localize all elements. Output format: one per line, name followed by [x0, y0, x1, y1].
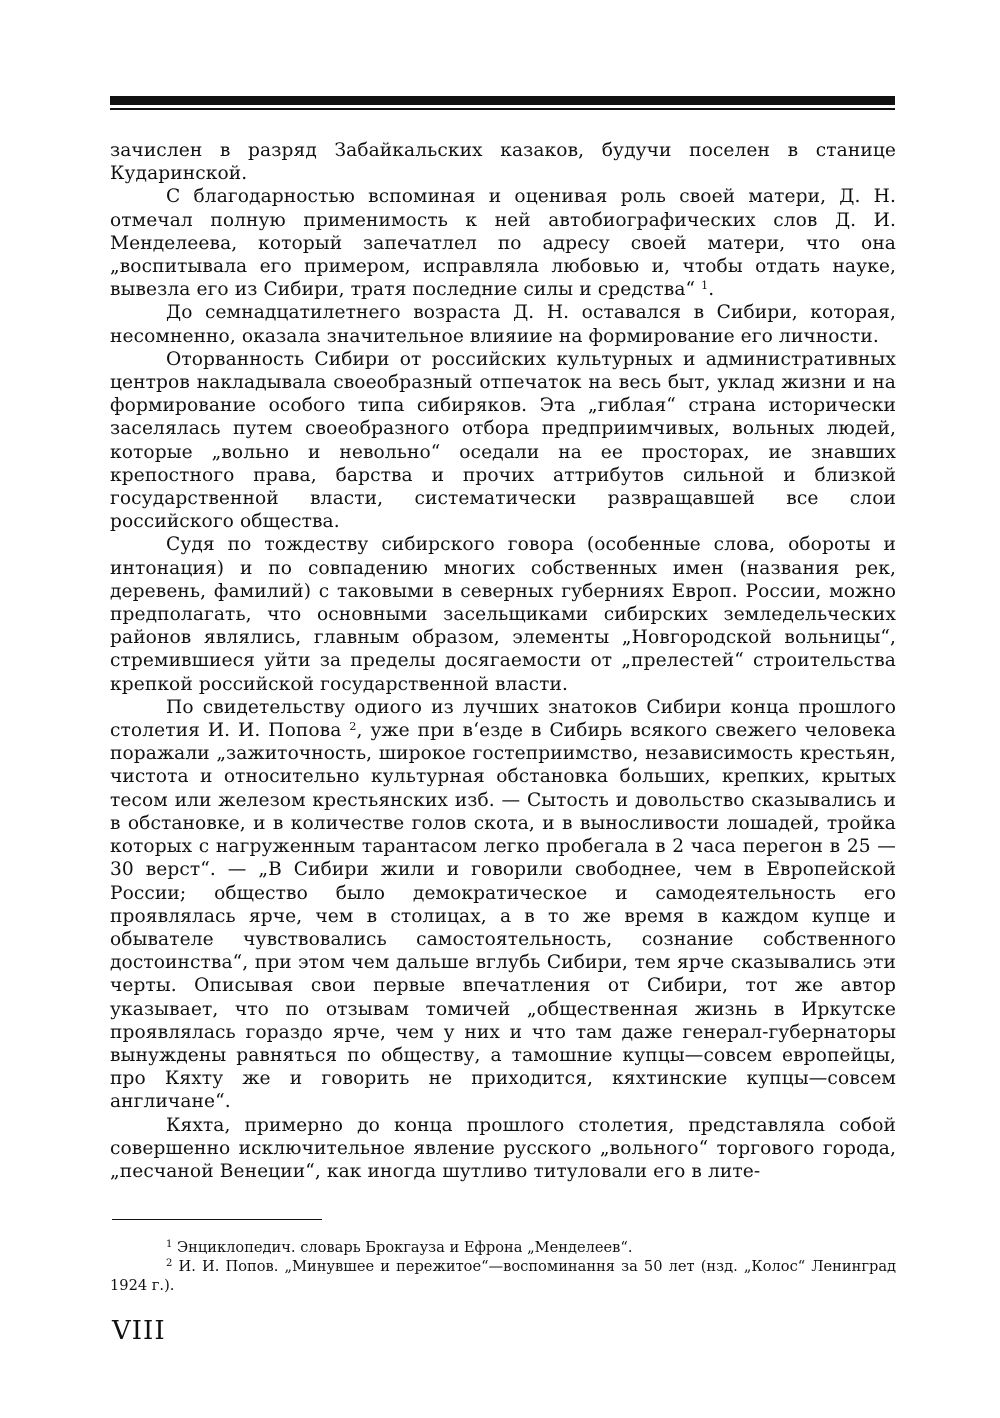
body-text — [110, 139, 896, 1183]
paragraph-3-text: До семнадцатилетнего возраста Д. Н. оставался в Сибири, которая, несомненно, оказала значительное влияиие на формирование его личности. — [110, 302, 896, 347]
paragraph-6-tail: , уже при в‘езде в Сибирь всякого свежего человека поражали „зажиточность, широкое гостеприимство, независимость крестьян, чистота и относительно культурная обстановка больших, крепких, крытых тесом или железом крестьянских изб. — Сытость и довольство сказывались и в обстановке, и в количестве голов скота, и в выносливости лошадей, тройка которых с нагруженным тарантасом легко пробегала в 2 часа перегон в 25 — 30 верст“. — „В Сибири жили и говорили свободнее, чем в Европейской России; общество было демократическое и самодеятельность его проявлялась ярче, чем в столицах, а в то же время в каждом купце и обывателе чувствовались самостоятельность, сознание собственного достоинства“, при этом чем дальше вглубь Сибири, тем ярче сказывались эти черты. Описывая свои первые впечатления от Сибири, тот же автор указывает, что по отзывам томичей „общественная жизнь в Иркутске проявлялась гораздо ярче, чем у них и что там даже генерал-губернаторы вынуждены равняться по обществу, а тамошние купцы—совсем европейцы, про Кяхту же и говорить не приходится, кяхтинские купцы—совсем англичане“. — [110, 720, 896, 1113]
footnote-2 — [110, 1257, 896, 1295]
footnote-1 — [110, 1238, 896, 1257]
paragraph-2-text: С благодарностью вспоминая и оценивая роль своей матери, Д. Н. отмечал полную применимость к ней автобиографических слов Д. И. Менделеева, который запечатлел по адресу своей матери, что она „воспитывала его примером, исправляла любовью и, чтобы отдать науке, вывезла его из Сибири, тратя последние силы и средства“ — [110, 186, 896, 301]
paragraph-5 — [110, 533, 896, 695]
paragraph-1-text: зачислен в разряд Забайкальских казаков, будучи поселен в станице Кударинской. — [110, 140, 896, 185]
footnote-2-text: И. И. Попов. „Минувшее и пережитое“—воспоминання за 50 лет (нзд. „Колос“ Ленинград 1924 г.). — [110, 1258, 896, 1294]
paragraph-7 — [110, 1114, 896, 1184]
header-rule-thick — [110, 96, 895, 105]
footnote-1-text: Энциклопедич. словарь Брокгауза и Ефрона „Менделеев“. — [177, 1239, 633, 1256]
page-number: VIII — [112, 1316, 166, 1346]
paragraph-6-text: По свидетельству одиого из лучших знатоков Сибири конца прошлого столетия И. И. Попова — [110, 696, 896, 742]
paragraph-4-text: Оторванность Сибири от российских культурных и административных центров накладывала своеобразный отпечаток на весь быт, уклад жизни и на формирование особого типа сибиряков. Эта „гиблая“ страна исторически заселялась путем своеобразного отбора предприимчивых, вольных людей, которые „вольно и невольно“ оседали на ее просторах, ие знавших крепостного права, барства и прочих аттрибутов сильной и близкой государственной власти, систематически развращавшей все слои российского общества. — [110, 348, 896, 533]
footnotes — [110, 1238, 896, 1295]
paragraph-4 — [110, 348, 896, 534]
paragraph-2 — [110, 185, 896, 301]
paragraph-7-text: Кяхта, примерно до конца прошлого столетия, представляла собой совершенно исключительное явление русского „вольного“ торгового города, „песчаной Венеции“, как иногда шутливо титуловали его в лите- — [110, 1114, 896, 1182]
header-rule-thin — [110, 108, 895, 110]
footnote-divider — [112, 1219, 322, 1220]
footnote-ref-1: 1 — [701, 279, 709, 293]
footnote-1-mark: 1 — [166, 1239, 173, 1250]
footnote-ref-2: 2 — [349, 720, 357, 734]
paragraph-3 — [110, 301, 896, 347]
paragraph-5-text: Судя по тождеству сибирского говора (особенные слова, обороты и интонация) и по совпадению многих собственных имен (названия рек, деревень, фамилий) с таковыми в северных губерниях Европ. России, можно предполагать, что основными засельщиками сибирских земледельческих районов являлись, главным образом, элементы „Новгородской вольницы“, стремившиеся уйти за пределы досягаемости от „прелестей“ строительства крепкой российской государственной власти. — [110, 534, 896, 695]
footnote-2-mark: 2 — [166, 1258, 173, 1269]
paragraph-2-tail: . — [708, 279, 715, 301]
paragraph-6 — [110, 696, 896, 1114]
paragraph-1 — [110, 139, 896, 185]
